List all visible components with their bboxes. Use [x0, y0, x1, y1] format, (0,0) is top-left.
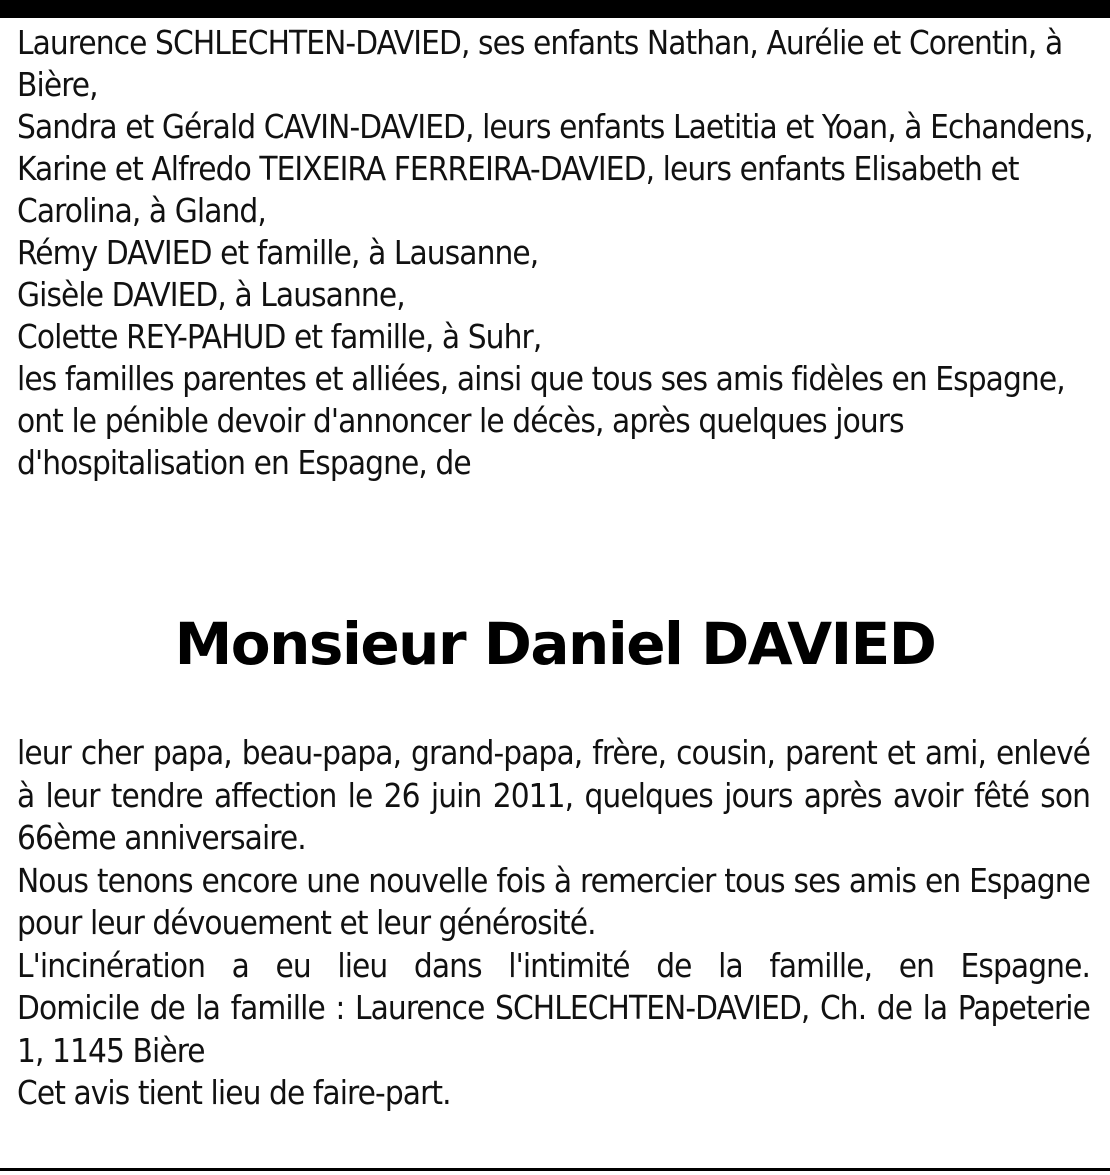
thanks-paragraph: Nous tenons encore une nouvelle fois à remercier tous ses amis en Espagne pour leur dévouement et leur générosité.	[17, 860, 1090, 942]
top-border-rule	[0, 0, 1110, 18]
family-line: Rémy DAVIED et famille, à Lausanne,	[17, 233, 539, 272]
family-line: Karine et Alfredo TEIXEIRA FERREIRA-DAVIED, leurs enfants Elisabeth et Carolina, à Gland,	[17, 149, 1019, 230]
cremation-paragraph: L'incinération a eu lieu dans l'intimité de la famille, en Espagne.	[17, 945, 1090, 985]
family-line: Colette REY-PAHUD et famille, à Suhr,	[17, 317, 542, 356]
obituary-body	[17, 732, 1090, 1115]
family-line: Gisèle DAVIED, à Lausanne,	[17, 275, 405, 314]
family-line: Sandra et Gérald CAVIN-DAVIED, leurs enfants Laetitia et Yoan, à Echandens,	[17, 107, 1093, 146]
announcement-line: ont le pénible devoir d'annoncer le décès, après quelques jours d'hospitalisation en Espagne, de	[17, 401, 904, 482]
family-address: Domicile de la famille : Laurence SCHLECHTEN-DAVIED, Ch. de la Papeterie 1, 1145 Bière	[17, 988, 1090, 1070]
family-line: Laurence SCHLECHTEN-DAVIED, ses enfants Nathan, Aurélie et Corentin, à Bière,	[17, 23, 1063, 104]
family-announcement	[17, 22, 1093, 484]
family-line: les familles parentes et alliées, ainsi que tous ses amis fidèles en Espagne,	[17, 359, 1065, 398]
bottom-border-rule	[0, 1168, 1110, 1171]
tribute-paragraph: leur cher papa, beau-papa, grand-papa, frère, cousin, parent et ami, enlevé à leur tendre affection le 26 juin 2011, quelques jours après avoir fêté son 66ème anniversaire.	[17, 733, 1090, 857]
deceased-name: Monsieur Daniel DAVIED	[174, 610, 936, 678]
closing-note: Cet avis tient lieu de faire-part.	[17, 1073, 451, 1112]
